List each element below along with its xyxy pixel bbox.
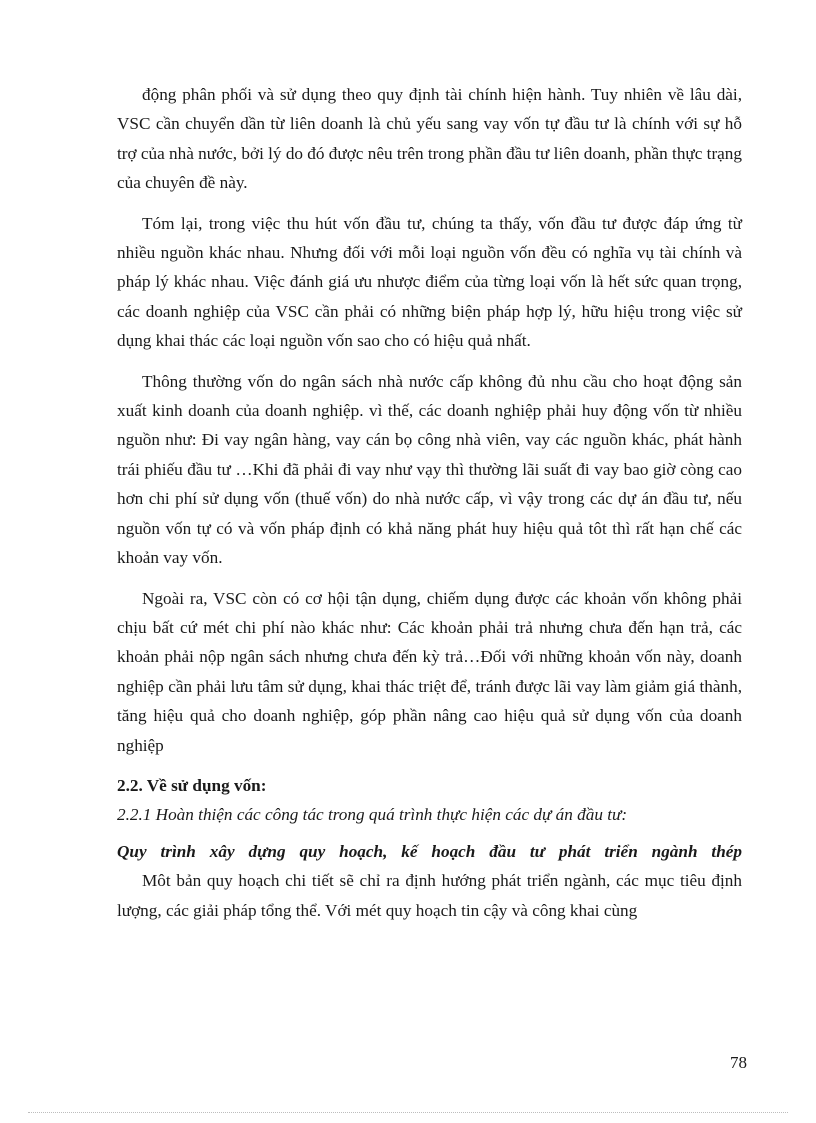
page-number: 78 xyxy=(730,1053,747,1072)
paragraph-2: Tóm lại, trong việc thu hút vốn đầu tư, chúng ta thấy, vốn đầu tư được đáp ứng từ nhiều nguồn khác nhau. Nhưng đối với mỗi loại nguồn vốn đều có nghĩa vụ tài chính và pháp lý khác nhau. Việc đánh giá ưu nhược điểm của từng loại vốn là hết sức quan trọng, các doanh nghiệp của VSC cần phải có những biện pháp hợp lý, hữu hiệu trong việc sử dụng khai thác các loại nguồn vốn sao cho có hiệu quả nhất. xyxy=(117,213,742,351)
page-bottom-divider xyxy=(28,1112,788,1113)
document-page xyxy=(117,80,742,936)
topic-heading: Quy trình xây dựng quy hoạch, kế hoạch đầu tư phát triển ngành thép xyxy=(117,841,742,861)
paragraph-1: động phân phối và sử dụng theo quy định tài chính hiện hành. Tuy nhiên về lâu dài, VSC cần chuyển dần từ liên doanh là chủ yếu sang vay vốn tự đầu tư là chính với sự hỗ trợ của nhà nước, bởi lý do đó được nêu trên trong phần đầu tư liên doanh, phần thực trạng của chuyên đề này. xyxy=(117,85,742,193)
section-heading: 2.2. Về sử dụng vốn: xyxy=(117,775,267,795)
subsection-heading: 2.2.1 Hoàn thiện các công tác trong quá trình thực hiện các dự án đầu tư: xyxy=(117,805,628,825)
paragraph-5: Môt bản quy hoạch chi tiết sẽ chỉ ra định hướng phát triển ngành, các mục tiêu định lượng, các giải pháp tổng thể. Với mét quy hoạch tin cậy và công khai cùng xyxy=(117,871,742,920)
paragraph-3: Thông thường vốn do ngân sách nhà nước cấp không đủ nhu cầu cho hoạt động sản xuất kinh doanh của doanh nghiệp. vì thế, các doanh nghiệp phải huy động vốn từ nhiều nguồn như: Đi vay ngân hàng, vay cán bọ công nhà viên, vay các nguồn khác, phát hành trái phiếu đầu tư …Khi đã phải đi vay như vạy thì thường lãi suất đi vay bao giờ còng cao hơn chi phí sử dụng vốn (thuế vốn) do nhà nước cấp, vì vậy trong các dự án đầu tư, nếu nguồn vốn tự có và vốn pháp định có khả năng phát huy hiệu quả tôt thì rất hạn chế các khoản vay vốn. xyxy=(117,371,742,568)
paragraph-4: Ngoài ra, VSC còn có cơ hội tận dụng, chiếm dụng được các khoản vốn không phải chịu bất cứ mét chi phí nào khác như: Các khoản phải trả nhưng chưa đến hạn trả, các khoản phải nộp ngân sách nhưng chưa đến kỳ trả…Đối với những khoản vốn này, doanh nghiệp cần phải lưu tâm sử dụng, khai thác triệt để, tránh được lãi vay làm giảm giá thành, tăng hiệu quả cho doanh nghiệp, góp phần nâng cao hiệu quả sử dụng vốn của doanh nghiệp xyxy=(117,588,742,755)
